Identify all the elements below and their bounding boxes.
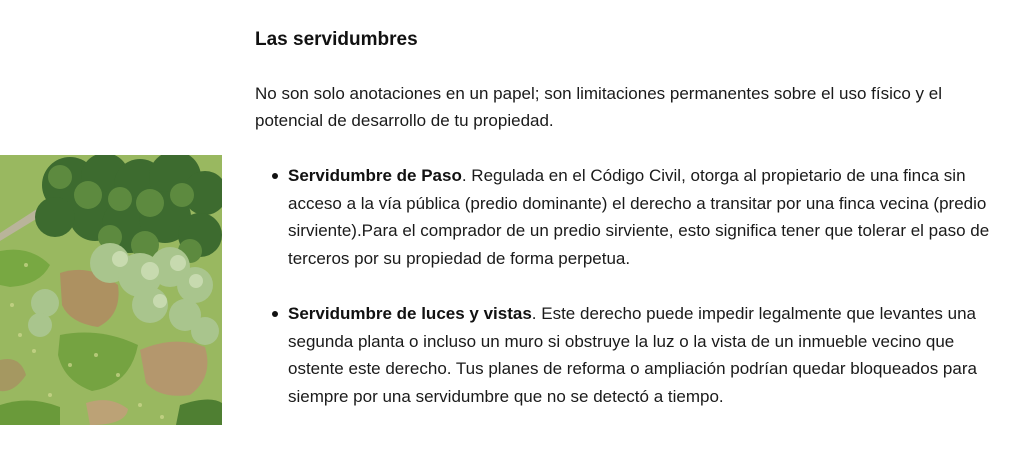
bullet-icon	[272, 173, 278, 179]
list-item	[255, 162, 1000, 272]
list-item-text: . Este derecho puede impedir legalmente que levantes una segunda planta o incluso un muro si obstruye la luz o la vista de un inmueble vecino que ostente este derecho. Tus planes de reforma o ampliación podrían quedar bloqueados para siempre por una servidumbre que no se detectó a tiempo.	[288, 304, 977, 406]
bullet-icon	[272, 311, 278, 317]
section-heading: Las servidumbres	[255, 29, 418, 50]
list-item-term: Servidumbre de luces y vistas	[288, 304, 532, 323]
list-item-term: Servidumbre de Paso	[288, 166, 462, 185]
servitude-list	[255, 162, 1000, 410]
list-item	[255, 300, 1000, 410]
intro-paragraph: No son solo anotaciones en un papel; son limitaciones permanentes sobre el uso físico y el potencial de desarrollo de tu propiedad.	[255, 84, 943, 130]
list-item-text: . Regulada en el Código Civil, otorga al propietario de una finca sin acceso a la vía pública (predio dominante) el derecho a transitar por una finca vecina (predio sirviente).Para el comprador de un predio sirviente, esto significa tener que tolerar el paso de terceros por su propiedad de forma perpetua.	[288, 166, 990, 268]
article-section	[255, 26, 1000, 438]
aerial-field-photo	[0, 155, 222, 425]
